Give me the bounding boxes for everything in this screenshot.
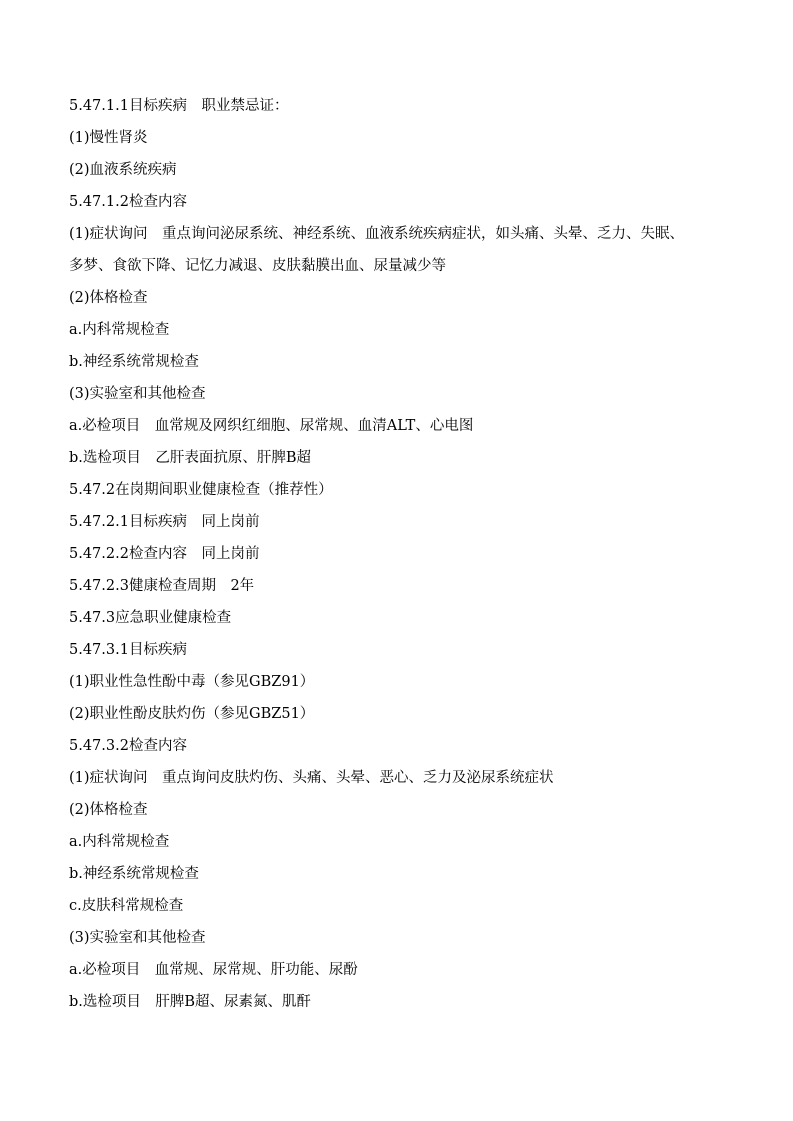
heading-exam-content: 5.47.2.2检查内容 同上岗前	[69, 546, 260, 562]
list-item: (2)血液系统疾病	[69, 162, 177, 178]
heading-exam-content: 5.47.3.2检查内容	[69, 738, 187, 754]
heading-exam-cycle: 5.47.2.3健康检查周期 2年	[69, 578, 255, 594]
list-item: a.内科常规检查	[69, 834, 170, 850]
list-item: (2)体格检查	[69, 802, 148, 818]
list-item: (2)职业性酚皮肤灼伤（参见GBZ51）	[69, 706, 315, 722]
list-item: b.选检项目 肝脾B超、尿素氮、肌酐	[69, 994, 312, 1010]
list-item: b.神经系统常规检查	[69, 866, 199, 882]
heading-target-disease: 5.47.1.1目标疾病 职业禁忌证：	[69, 98, 289, 114]
list-item: (1)慢性肾炎	[69, 130, 148, 146]
heading-target-disease: 5.47.3.1目标疾病	[69, 642, 187, 658]
list-item: c.皮肤科常规检查	[69, 898, 184, 914]
list-item: b.选检项目 乙肝表面抗原、肝脾B超	[69, 450, 312, 466]
heading-emergency-exam: 5.47.3应急职业健康检查	[69, 610, 232, 626]
paragraph-continuation: 多梦、食欲下降、记忆力减退、皮肤黏膜出血、尿量减少等	[69, 258, 446, 274]
list-item: a.必检项目 血常规、尿常规、肝功能、尿酚	[69, 962, 358, 978]
heading-target-disease: 5.47.2.1目标疾病 同上岗前	[69, 514, 260, 530]
paragraph-symptom-inquiry: (1)症状询问 重点询问皮肤灼伤、头痛、头晕、恶心、乏力及泌尿系统症状	[69, 770, 554, 786]
list-item: a.必检项目 血常规及网织红细胞、尿常规、血清ALT、心电图	[69, 418, 474, 434]
list-item: (2)体格检查	[69, 290, 148, 306]
list-item: (1)职业性急性酚中毒（参见GBZ91）	[69, 674, 315, 690]
list-item: (3)实验室和其他检查	[69, 386, 206, 402]
list-item: b.神经系统常规检查	[69, 354, 199, 370]
heading-on-duty-exam: 5.47.2在岗期间职业健康检查（推荐性）	[69, 482, 333, 498]
paragraph-symptom-inquiry: (1)症状询问 重点询问泌尿系统、神经系统、血液系统疾病症状，如头痛、头晕、乏力、失眠、	[69, 226, 685, 242]
heading-exam-content: 5.47.1.2检查内容	[69, 194, 187, 210]
list-item: (3)实验室和其他检查	[69, 930, 206, 946]
list-item: a.内科常规检查	[69, 322, 170, 338]
